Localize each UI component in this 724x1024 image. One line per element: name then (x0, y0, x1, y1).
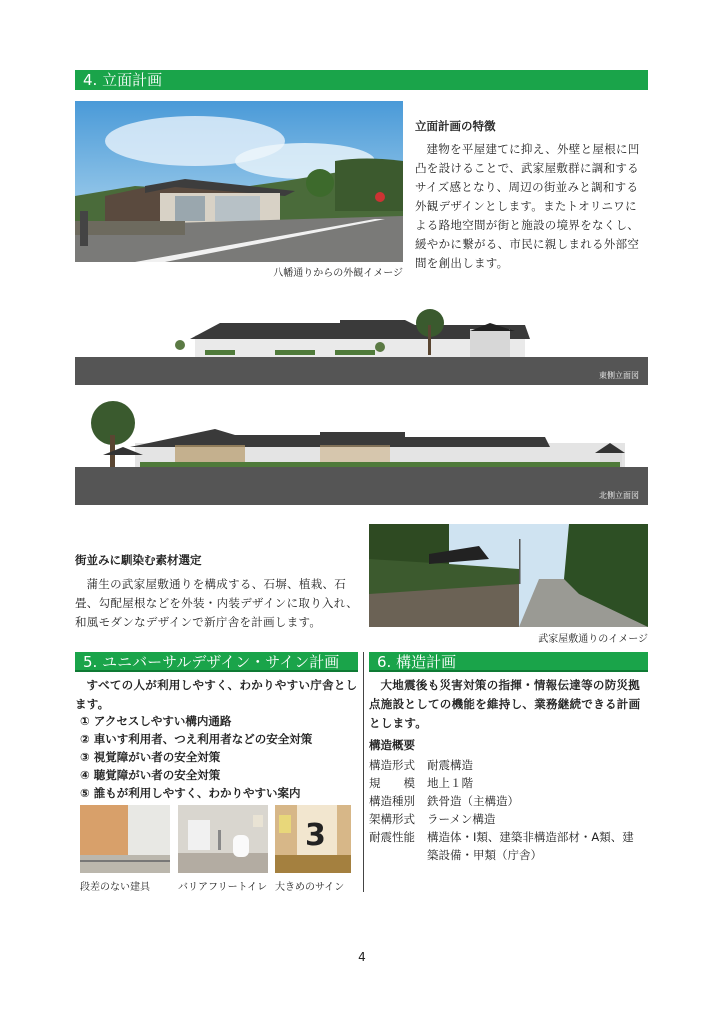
section-5-title: 5. ユニバーサルデザイン・サイン計画 (83, 653, 340, 671)
toilet-caption: バリアフリートイレ (178, 882, 268, 893)
north-elevation-label: 北側立面図 (593, 489, 645, 502)
section-6-intro: 大地震後も災害対策の指揮・情報伝達等の防災拠点施設としての機能を維持し、業務継続できる計画とします。 (369, 678, 641, 730)
street-photo (369, 524, 648, 627)
east-elevation-label: 東側立面図 (593, 369, 645, 382)
structure-overview-heading: 構造概要 (369, 738, 415, 752)
spec-value: 構造体・Ⅰ類、建築非構造部材・A類、建築設備・甲類（庁舎） (427, 830, 634, 862)
feature-heading: 立面計画の特徴 (415, 119, 496, 133)
north-elevation-drawing (75, 395, 648, 505)
list-item: ① アクセスしやすい構内通路 (80, 714, 232, 728)
spec-value: 地上１階 (427, 776, 473, 790)
material-text: 蒲生の武家屋敷通りを構成する、石塀、植栽、石畳、勾配屋根などを外装・内装デザインに取り入れ、和風モダンなデザインで新庁舎を計画します。 (75, 577, 359, 629)
section-5-header (75, 652, 358, 672)
sign-caption: 大きめのサイン (275, 882, 345, 893)
section-6-header (369, 652, 648, 672)
list-item: ② 車いす利用者、つえ利用者などの安全対策 (80, 732, 313, 746)
door-caption: 段差のない建具 (80, 882, 150, 893)
svg-text:3: 3 (305, 818, 326, 853)
feature-text: 建物を平屋建てに抑え、外壁と屋根に凹凸を設けることで、武家屋敷群に調和するサイズ感となり、周辺の街並みと調和する外観デザインとします。またトオリニワによる路地空間が街と施設の境界をなくし、緩やかに繋がる、市民に親しまれる外部空間を創出します。 (415, 142, 640, 270)
spec-label: 規 模 (369, 776, 415, 790)
section-4-header (75, 70, 648, 90)
section-6-title: 6. 構造計画 (377, 653, 457, 671)
east-elevation-drawing (75, 295, 648, 385)
list-item: ③ 視覚障がい者の安全対策 (80, 750, 221, 764)
spec-row (369, 828, 648, 864)
spec-row (369, 792, 648, 810)
structure-spec-table (369, 756, 648, 864)
spec-row (369, 756, 648, 774)
ud-list (80, 712, 360, 802)
spec-label: 構造種別 (369, 794, 415, 808)
spec-label: 架構形式 (369, 812, 415, 826)
spec-label: 耐震性能 (369, 830, 415, 844)
sign-photo (275, 805, 351, 873)
spec-value: ラーメン構造 (427, 812, 496, 826)
page-number: 4 (358, 950, 366, 964)
list-item: ④ 聴覚障がい者の安全対策 (80, 768, 221, 782)
toilet-photo (178, 805, 268, 873)
spec-row (369, 774, 648, 792)
spec-value: 鉄骨造（主構造） (427, 794, 519, 808)
list-item: ⑤ 誰もが利用しやすく、わかりやすい案内 (80, 786, 301, 800)
street-photo-caption: 武家屋敷通りのイメージ (538, 634, 648, 645)
material-heading: 街並みに馴染む素材選定 (75, 553, 202, 567)
exterior-photo-caption: 八幡通りからの外観イメージ (273, 268, 403, 279)
door-photo (80, 805, 170, 873)
spec-value: 耐震構造 (427, 758, 473, 772)
spec-label: 構造形式 (369, 758, 415, 772)
section-5-intro: すべての人が利用しやすく、わかりやすい庁舎とします。 (75, 678, 358, 711)
exterior-photo (75, 101, 403, 262)
section-4-title: 4. 立面計画 (83, 71, 163, 89)
spec-row (369, 810, 648, 828)
column-divider (363, 652, 364, 892)
